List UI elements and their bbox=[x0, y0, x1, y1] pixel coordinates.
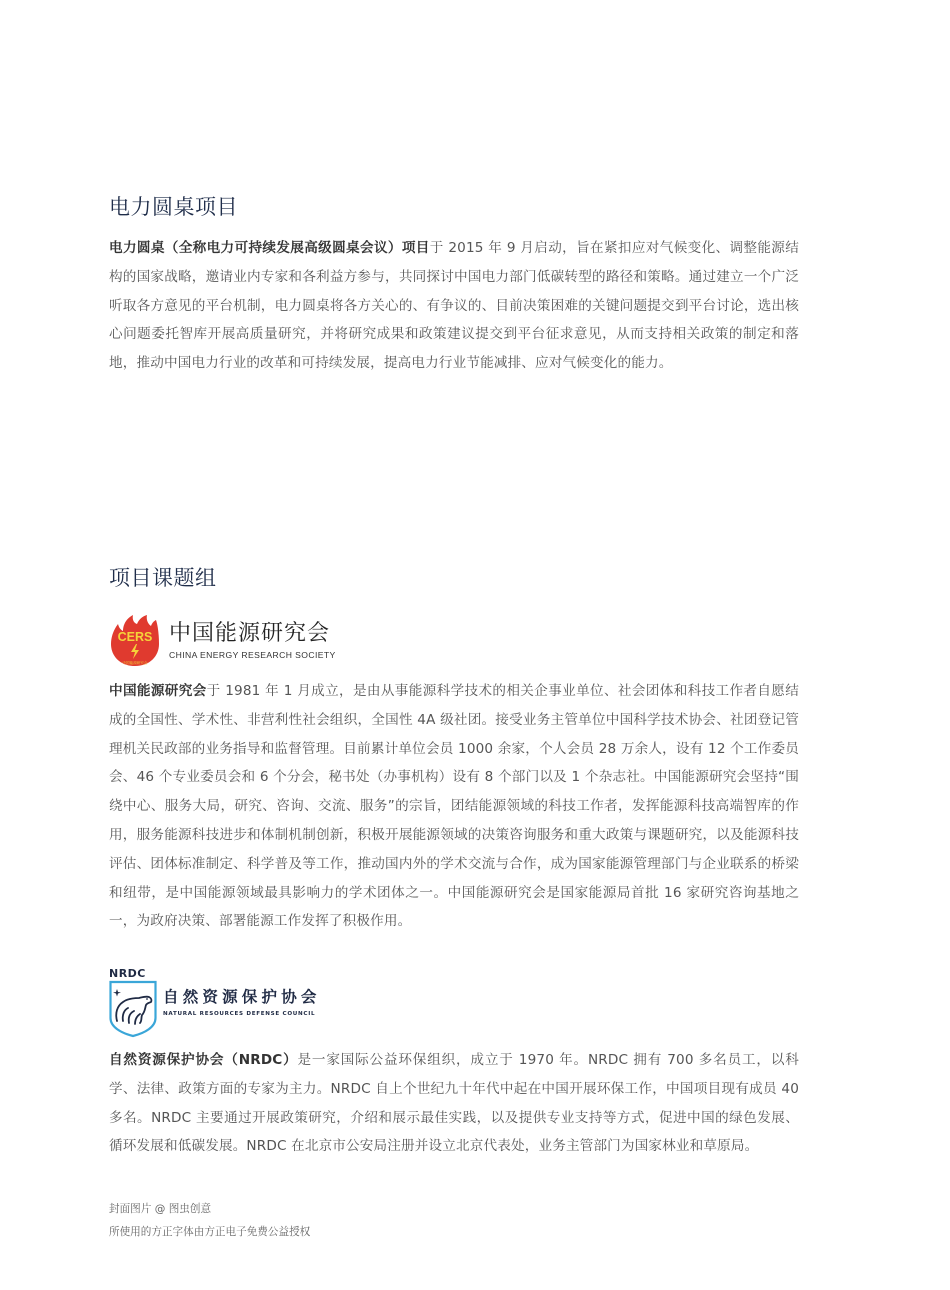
cers-description bbox=[109, 677, 799, 936]
cers-name-en: CHINA ENERGY RESEARCH SOCIETY bbox=[169, 649, 336, 660]
nrdc-name-en: NATURAL RESOURCES DEFENSE COUNCIL bbox=[163, 1011, 316, 1017]
nrdc-name-cn: 自然资源保护协会 bbox=[163, 988, 321, 1006]
nrdc-polar-bear-shield-icon bbox=[109, 966, 159, 1038]
cers-logo bbox=[109, 613, 336, 667]
cers-name-cn: 中国能源研究会 bbox=[169, 620, 331, 646]
cers-lead: 中国能源研究会 bbox=[109, 683, 207, 699]
svg-text:中国能源研究会: 中国能源研究会 bbox=[122, 661, 148, 665]
nrdc-description bbox=[109, 1046, 799, 1161]
nrdc-lead: 自然资源保护协会（NRDC） bbox=[109, 1052, 298, 1068]
cers-flame-badge-icon bbox=[109, 613, 161, 667]
section-title-power-roundtable: 电力圆桌项目 bbox=[109, 195, 238, 219]
power-roundtable-description bbox=[109, 234, 799, 378]
nrdc-body: 是一家国际公益环保组织，成立于 1970 年。NRDC 拥有 700 多名员工，以科学、法律、政策方面的专家为主力。NRDC 自上个世纪九十年代中起在中国开展环保工作，中国项目现有成员 40 多名。NRDC 主要通过开展政策研究，介绍和展示最佳实践，以及提供专业支持等方式，促进中国的绿色发展、循环发展和低碳发展。NRDC 在北京市公安局注册并设立北京代表处，业务主管部门为国家林业和草原局。 bbox=[109, 1052, 799, 1155]
cover-image-credit: 封面图片 @ 图虫创意 bbox=[109, 1203, 212, 1215]
font-license-note: 所使用的方正字体由方正电子免费公益授权 bbox=[109, 1226, 311, 1238]
svg-text:CERS: CERS bbox=[117, 630, 153, 644]
svg-text:NRDC: NRDC bbox=[109, 967, 146, 980]
power-roundtable-body: 于 2015 年 9 月启动，旨在紧扣应对气候变化、调整能源结构的国家战略，邀请业内专家和各利益方参与，共同探讨中国电力部门低碳转型的路径和策略。通过建立一个广泛听取各方意见的平台机制，电力圆桌将各方关心的、有争议的、目前决策困难的关键问题提交到平台讨论，选出核心问题委托智库开展高质量研究，并将研究成果和政策建议提交到平台征求意见，从而支持相关政策的制定和落地，推动中国电力行业的改革和可持续发展，提高电力行业节能减排、应对气候变化的能力。 bbox=[109, 240, 799, 372]
cers-body: 于 1981 年 1 月成立，是由从事能源科学技术的相关企事业单位、社会团体和科技工作者自愿结成的全国性、学术性、非营利性社会组织，全国性 4A 级社团。接受业务主管单位中国科学技术协会、社团登记管理机关民政部的业务指导和监督管理。目前累计单位会员 1000 余家，个人会员 28 万余人，设有 12 个工作委员会、46 个专业委员会和 6 个分会，秘书处（办事机构）设有 8 个部门以及 1 个杂志社。中国能源研究会坚持“围绕中心、服务大局，研究、咨询、交流、服务”的宗旨，团结能源领域的科技工作者，发挥能源科技高端智库的作用，服务能源科技进步和体制机制创新，积极开展能源领域的决策咨询服务和重大政策与课题研究，以及能源科技评估、团体标准制定、科学普及等工作，推动国内外的学术交流与合作，成为国家能源管理部门与企业联系的桥梁和纽带，是中国能源领域最具影响力的学术团体之一。中国能源研究会是国家能源局首批 16 家研究咨询基地之一，为政府决策、部署能源工作发挥了积极作用。 bbox=[109, 683, 799, 930]
section-title-project-team: 项目课题组 bbox=[109, 566, 217, 590]
power-roundtable-lead: 电力圆桌（全称电力可持续发展高级圆桌会议）项目 bbox=[109, 240, 430, 256]
nrdc-logo bbox=[109, 966, 321, 1038]
